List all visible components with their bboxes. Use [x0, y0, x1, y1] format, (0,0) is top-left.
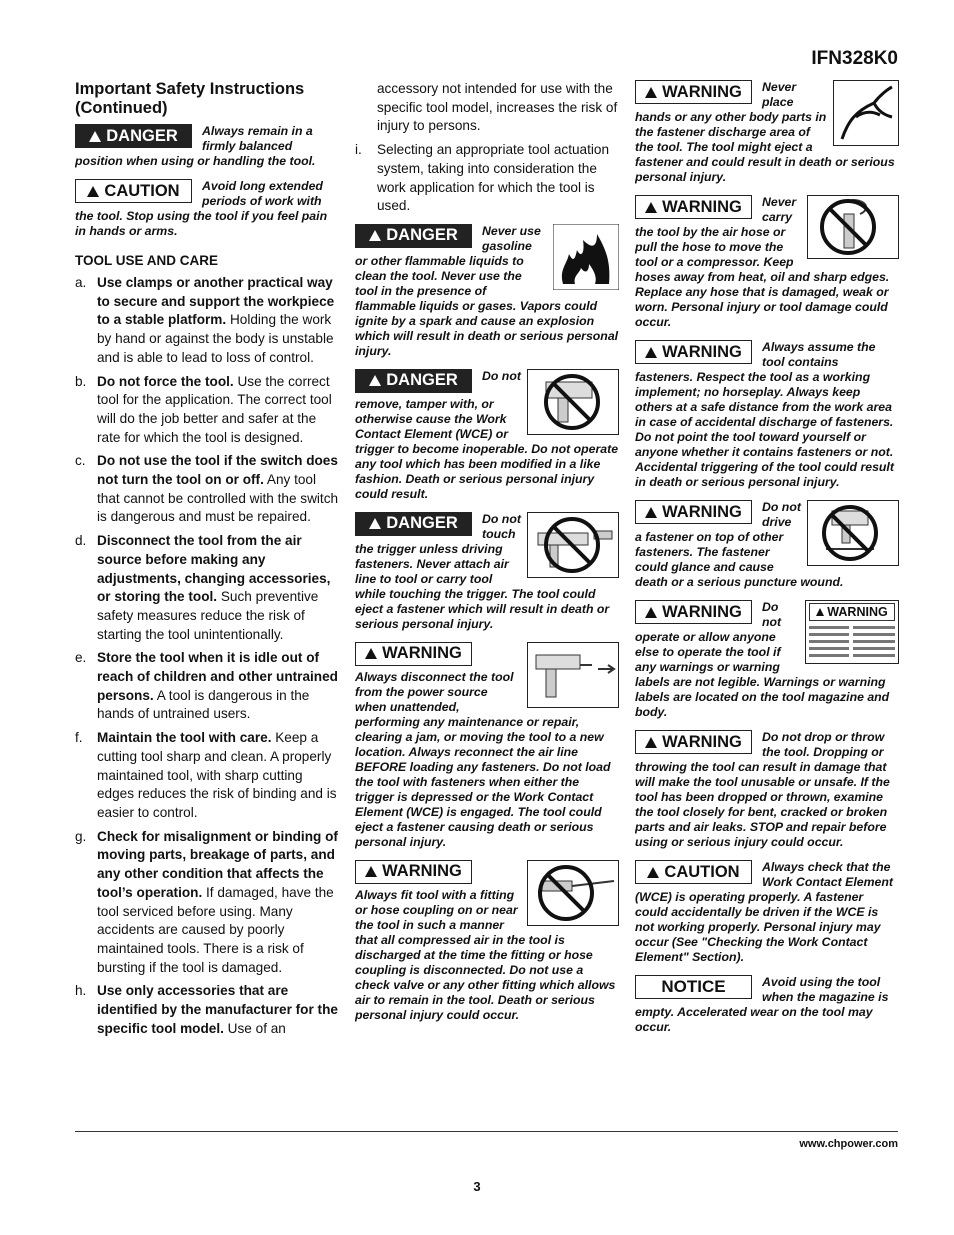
list-item: e. Store the tool when it is idle out of reach of children and other untrained persons. A tool is dangerous in the hands of untrained users. [75, 650, 338, 722]
fire-icon [553, 224, 619, 290]
danger-trigger-block [355, 512, 619, 632]
warning-signal: WARNING [635, 600, 752, 624]
alert-triangle-icon [369, 230, 381, 241]
warning-signal: WARNING [635, 340, 752, 364]
warning-fitting-block [355, 860, 619, 1023]
warning-text: Do not drop or throw the tool. Dropping or throwing the tool can result in damage that will make the tool unusable or unsafe. If the tool has been dropped or thrown, examine the tool closely for bent, cracked or broken parts and air leaks. STOP and repair before using or serious injury could occur. [635, 730, 890, 849]
warning-stacked-fastener-block [635, 500, 899, 590]
website: www.chpower.com [799, 1138, 898, 1150]
danger-signal: DANGER [355, 224, 472, 248]
danger-text: Do not touch the trigger unless driving fasteners. Never attach air line to tool or carry tool while touching the trigger. The tool could eject a fastener which will result in death or serious personal injury. [355, 511, 610, 631]
list-item: d. Disconnect the tool from the air source before making any adjustments, changing accessories, or storing the tool. Such preventive safety measures reduce the risk of starting the tool unintentionally. [75, 533, 331, 642]
caution-signal: CAUTION [75, 179, 192, 203]
alert-triangle-icon [645, 87, 657, 98]
prohibited-trigger-icon [527, 512, 619, 578]
danger-flammable-block [355, 224, 619, 359]
warning-signal: WARNING [635, 80, 752, 104]
column-2 [355, 80, 619, 1033]
warning-disconnect-block [355, 642, 619, 850]
warning-text: Do not drive a fastener on top of other fasteners. The fastener could glance and cause death or a serious puncture wound. [635, 500, 844, 589]
alert-triangle-icon [365, 866, 377, 877]
list-item: a. Use clamps or another practical way to secure and support the workpiece to a stable platform. Holding the work by hand or against the body is unstable and is able to lead to loss of control. [75, 275, 335, 365]
label-signal: WARNING [827, 605, 888, 619]
alert-triangle-icon [816, 608, 824, 616]
list-item: b. Do not force the tool. Use the correct tool for the application. The correct tool will do the job better and safer at the rate for which the tool is designed. [75, 373, 332, 445]
list-item: g. Check for misalignment or binding of moving parts, breakage of parts, and any other condition that affects the tool’s operation. If damaged, have the tool serviced before using. Many accidents are caused by poorly maintained tools. There is a risk of bursting if the tool is damaged. [75, 828, 338, 975]
danger-text: Never use gasoline or other flammable liquids to clean the tool. Never use the tool in the presence of flammable liquids or gases. Vapors could ignite by a spark and cause an explosion which will result in death or serious personal injury. [355, 223, 619, 358]
warning-signal: WARNING [635, 195, 752, 219]
alert-triangle-icon [645, 507, 657, 518]
column-3 [635, 80, 899, 1045]
model-number: IFN328K0 [811, 48, 898, 69]
warning-text: Never carry the tool by the air hose or pull the hose to move the tool or a compressor. Keep hoses away from heat, oil and sharp edges. Replace any hose that is damaged, weak or worn. Personal injury or tool damage could occur. [635, 195, 890, 329]
caution-work-periods-block [75, 179, 339, 239]
list-item: c. Do not use the tool if the switch does not turn the tool on or off. Any tool that cannot be controlled with the switch is dangerous and must be repaired. [75, 453, 339, 525]
caution-text: Always check that the Work Contact Element (WCE) is operating properly. A fastener could accidentally be driven if the WCE is not working properly. Personal injury may occur (See "Checking the Work Contact Element" Section). [635, 860, 893, 964]
column-1 [75, 80, 339, 1043]
section-title: Important Safety Instructions (Continued) [75, 80, 305, 117]
list-item: h. Use only accessories that are identified by the manufacturer for the specific tool model. Use of an [75, 983, 338, 1036]
page-number: 3 [473, 1179, 481, 1194]
alert-triangle-icon [647, 867, 659, 878]
prohibited-fitting-icon [527, 860, 619, 926]
danger-text: Always remain in a firmly balanced position when using or handling the tool. [75, 124, 316, 168]
alert-triangle-icon [365, 648, 377, 659]
alert-triangle-icon [369, 375, 381, 386]
hand-hazard-icon [833, 80, 899, 146]
footer-divider [75, 1131, 898, 1132]
danger-text: Do not remove, tamper with, or otherwise cause the Work Contact Element (WCE) or trigger to become inoperable. Do not operate any tool which has been modified in a like fashion. Death or serious personal injury could result. [355, 368, 619, 501]
alert-triangle-icon [369, 518, 381, 529]
list-item: i. Selecting an appropriate tool actuation system, taking into consideration the work application for which the tool is used. [355, 142, 610, 214]
tool-use-list-continued [355, 80, 619, 216]
notice-empty-magazine-block [635, 975, 899, 1035]
warning-labels-block [635, 600, 899, 720]
list-item: f. Maintain the tool with care. Keep a cutting tool sharp and clean. A properly maintained tool, with sharp cutting edges reduces the risk of binding and is easier to control. [75, 730, 337, 820]
notice-signal: NOTICE [635, 975, 752, 999]
danger-signal: DANGER [75, 124, 192, 148]
prohibited-carry-hose-icon [807, 195, 899, 259]
warning-text: Do not operate or allow anyone else to operate the tool if any warnings or warning labels are not legible. Warnings or warning labels are located on the tool magazine and body. [635, 600, 890, 719]
danger-signal: DANGER [355, 369, 472, 393]
alert-triangle-icon [645, 607, 657, 618]
danger-tamper-block [355, 369, 619, 502]
prohibited-tool-icon [527, 369, 619, 435]
warning-fasteners-block [635, 340, 899, 490]
notice-text: Avoid using the tool when the magazine is empty. Accelerated wear on the tool may occur. [635, 975, 889, 1034]
warning-text: Always disconnect the tool from the power source when unattended, performing any maintenance or repair, clearing a jam, or moving the tool to a new location. Always reconnect the air line BEFORE loading any fasteners. Do not load the tool with fasteners when either the trigger is depressed or the Work Contact Element (WCE) is engaged. The tool could eject a fastener causing death or serious personal injury. [355, 669, 611, 849]
warning-signal: WARNING [635, 500, 752, 524]
caution-wce-block [635, 860, 899, 965]
warning-signal: WARNING [635, 730, 752, 754]
alert-triangle-icon [89, 131, 101, 142]
warning-text: Always fit tool with a fitting or hose coupling on or near the tool in such a manner that all compressed air in the tool is discharged at the time the fitting or hose coupling is disconnected. Do not use a check valve or any other fitting which allows air to remain in the tool. Death or serious personal injury could occur. [355, 887, 616, 1022]
alert-triangle-icon [645, 737, 657, 748]
danger-balance-block [75, 124, 339, 169]
warning-text: Never place hands or any other body parts in the fastener discharge area of the tool. The tool might eject a fastener and could result in death or serious personal injury. [635, 80, 895, 184]
caution-text: Avoid long extended periods of work with the tool. Stop using the tool if you feel pain in hands or arms. [75, 179, 328, 238]
alert-triangle-icon [87, 186, 99, 197]
tool-use-list [75, 274, 339, 1038]
disconnect-air-icon [527, 642, 619, 708]
list-item: accessory not intended for use with the specific tool model, increases the risk of injury to persons. [377, 81, 618, 134]
warning-text: Always assume the tool contains fasteners. Respect the tool as a working implement; no horseplay. Always keep others at a safe distance from the work area in case of accidental discharge of fasteners. Do not point the tool toward yourself or anyone whether it contains fasteners or not. Accidental triggering of the tool could result in death or serious personal injury. [635, 340, 894, 489]
warning-drop-block [635, 730, 899, 850]
warning-label-icon [805, 600, 899, 664]
alert-triangle-icon [645, 347, 657, 358]
prohibited-stacked-fastener-icon [807, 500, 899, 566]
warning-hands-block [635, 80, 899, 185]
warning-signal: WARNING [355, 860, 472, 884]
warning-signal: WARNING [355, 642, 472, 666]
warning-hose-block [635, 195, 899, 330]
alert-triangle-icon [645, 202, 657, 213]
danger-signal: DANGER [355, 512, 472, 536]
tool-use-heading: TOOL USE AND CARE [75, 253, 219, 268]
caution-signal: CAUTION [635, 860, 752, 884]
